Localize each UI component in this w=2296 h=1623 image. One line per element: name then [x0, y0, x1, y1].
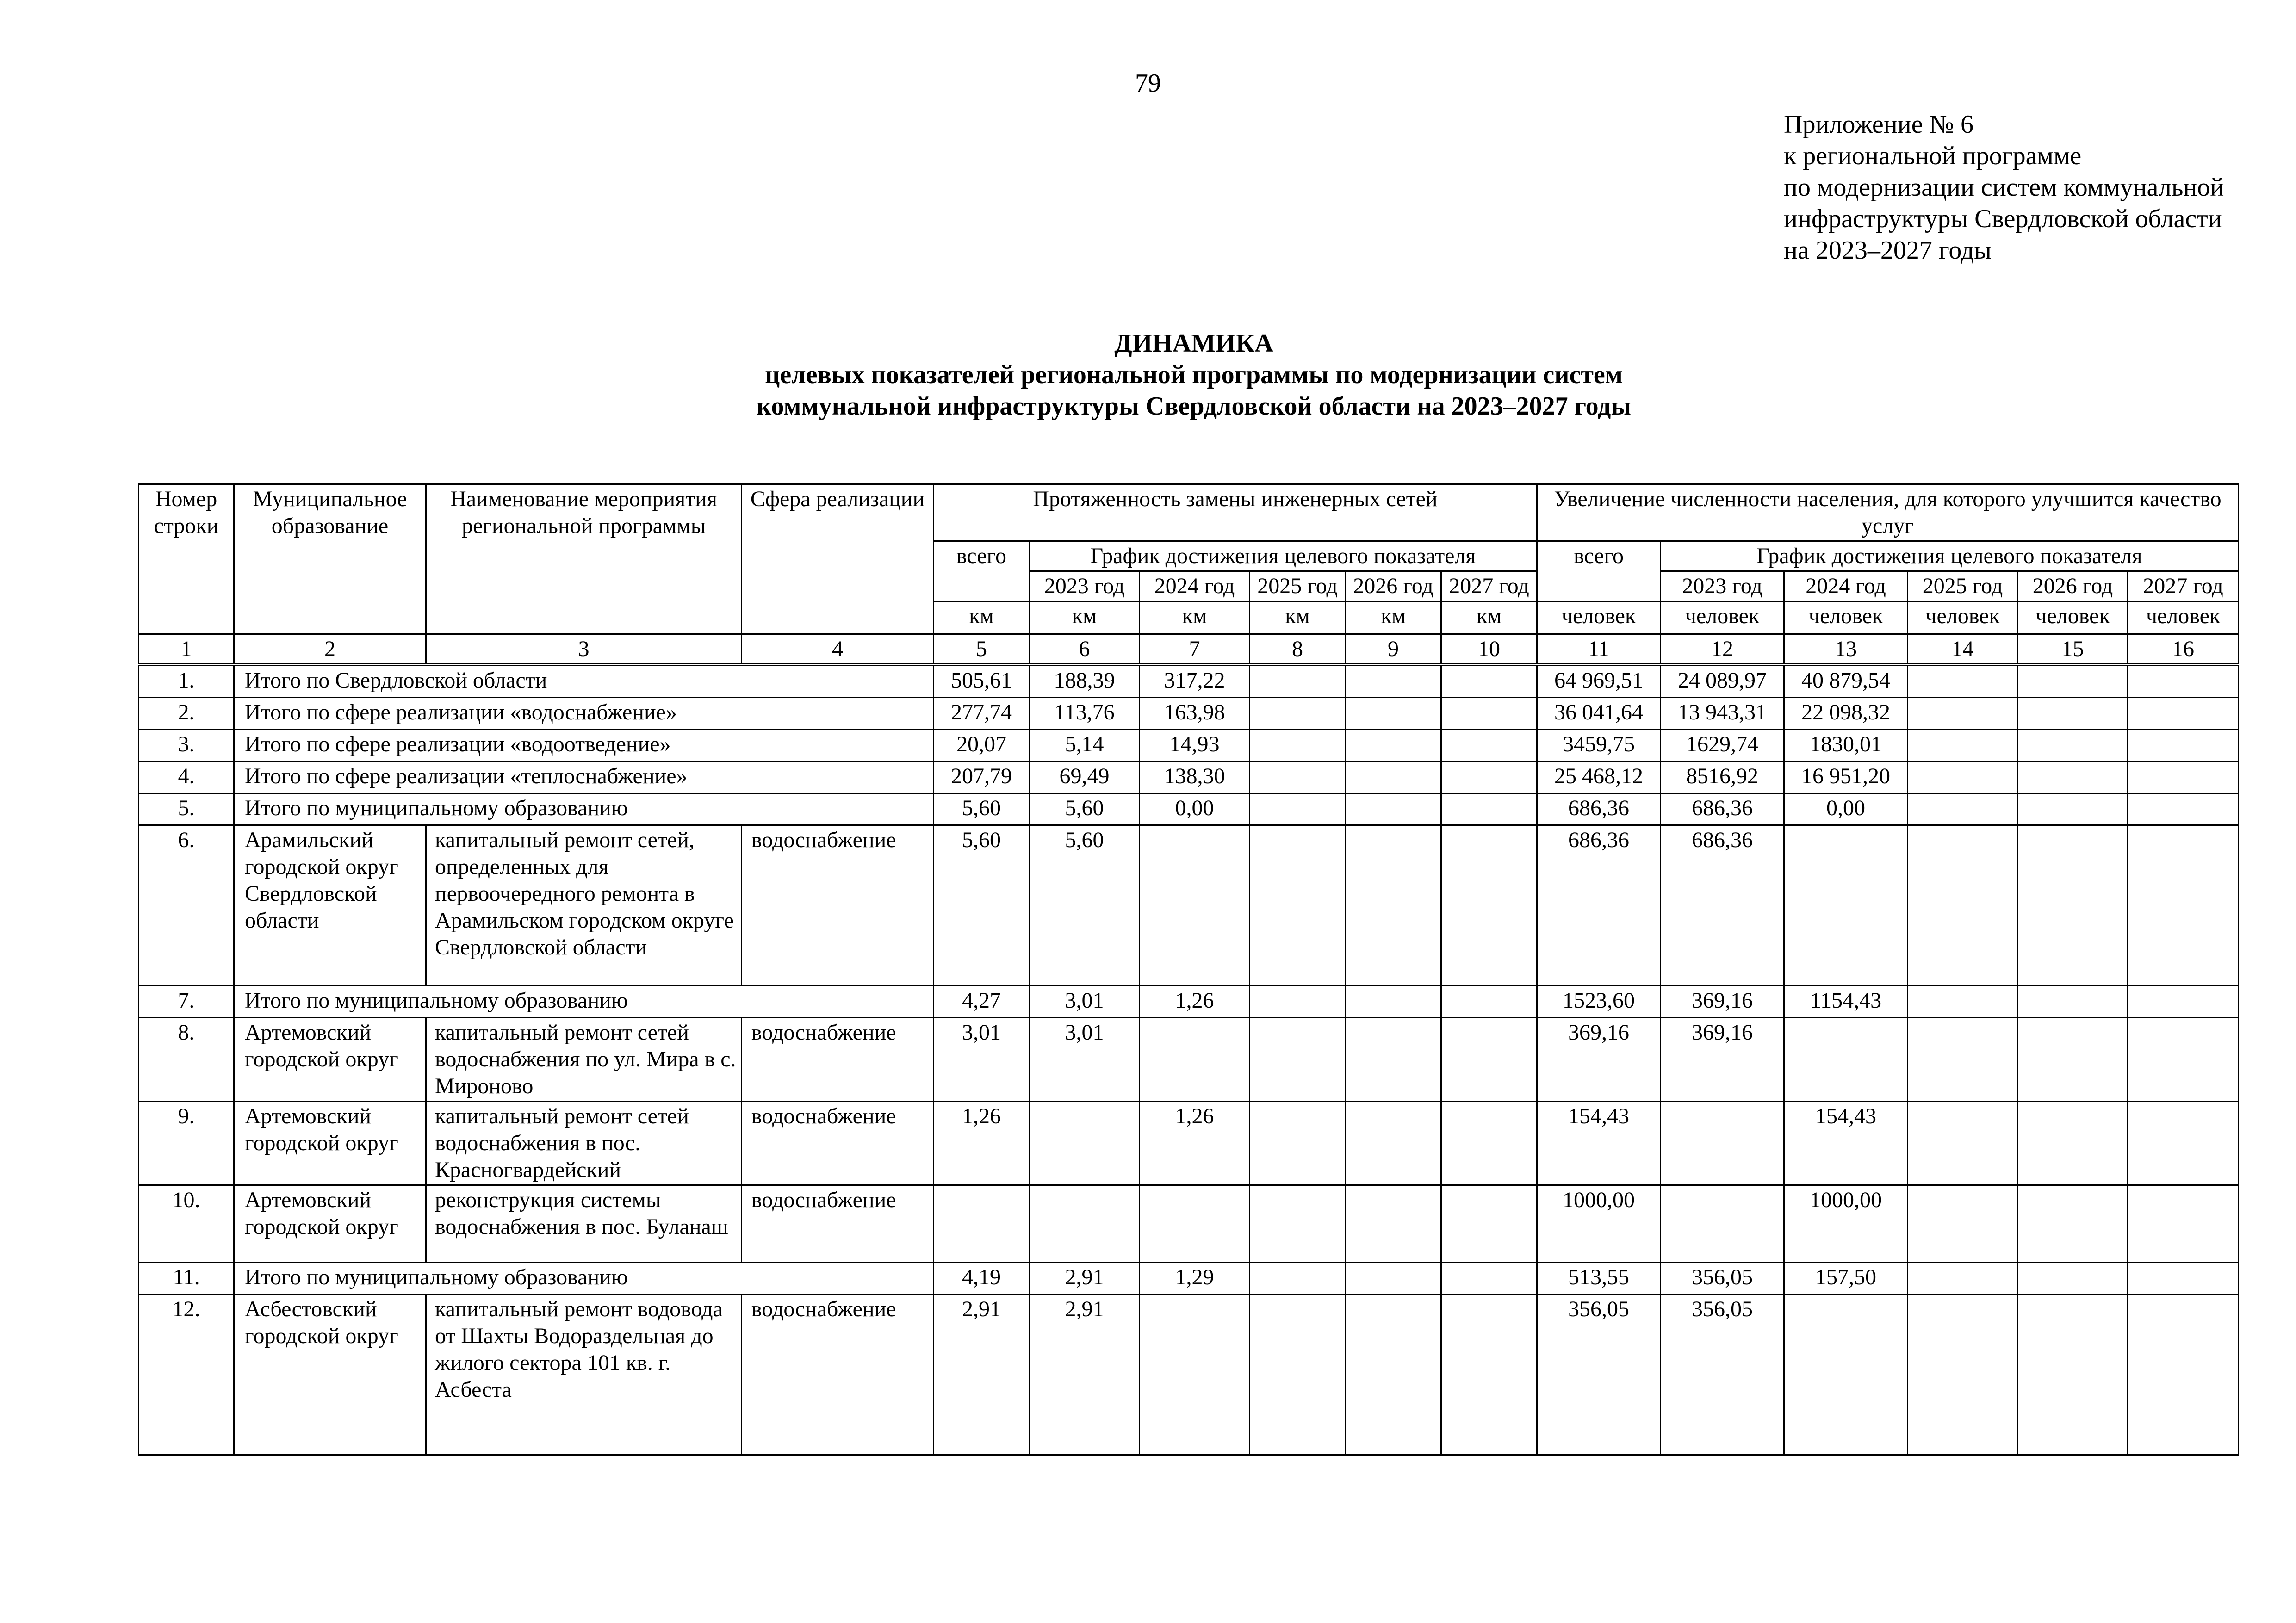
row-number: 1. [139, 665, 234, 698]
sphere-cell: водоснабжение [742, 1185, 934, 1263]
value-cell: 0,00 [1784, 793, 1908, 825]
column-number: 14 [1908, 634, 2018, 665]
value-cell: 69,49 [1030, 762, 1140, 793]
value-cell [1784, 825, 1908, 986]
header-sphere: Сфера реализации [742, 484, 934, 634]
column-number: 5 [934, 634, 1030, 665]
value-cell [1441, 793, 1537, 825]
title-line: целевых показателей региональной программы по модернизации систем [765, 360, 1623, 389]
table-row [139, 1263, 2239, 1295]
value-cell: 686,36 [1661, 825, 1784, 986]
row-number: 2. [139, 698, 234, 730]
value-cell: 64 969,51 [1537, 665, 1661, 698]
header-population-increase: Увеличение численности населения, для которого улучшится качество услуг [1537, 484, 2239, 541]
value-cell [1661, 1185, 1784, 1263]
value-cell: 0,00 [1140, 793, 1250, 825]
appendix-line: к региональной программе [1784, 142, 2082, 170]
value-cell: 22 098,32 [1784, 698, 1908, 730]
value-cell: 25 468,12 [1537, 762, 1661, 793]
value-cell: 1000,00 [1537, 1185, 1661, 1263]
value-cell [1441, 730, 1537, 762]
value-cell [1140, 1295, 1250, 1455]
column-number: 3 [426, 634, 742, 665]
value-cell: 8516,92 [1661, 762, 1784, 793]
value-cell: 5,60 [934, 825, 1030, 986]
value-cell: 513,55 [1537, 1263, 1661, 1295]
value-cell [1908, 730, 2018, 762]
value-cell [1140, 1018, 1250, 1102]
value-cell [2018, 1263, 2128, 1295]
sphere-cell: водоснабжение [742, 1295, 934, 1455]
column-number: 7 [1140, 634, 1250, 665]
header-year: 2023 год [1030, 571, 1140, 601]
value-cell [2128, 1018, 2239, 1102]
value-cell: 277,74 [934, 698, 1030, 730]
value-cell: 138,30 [1140, 762, 1250, 793]
column-number: 11 [1537, 634, 1661, 665]
summary-label: Итого по муниципальному образованию [234, 1263, 934, 1295]
row-number: 3. [139, 730, 234, 762]
value-cell [1908, 1018, 2018, 1102]
value-cell [1441, 1102, 1537, 1185]
value-cell [1250, 825, 1346, 986]
value-cell [2018, 1185, 2128, 1263]
value-cell [1346, 730, 1441, 762]
value-cell [1908, 665, 2018, 698]
page-number: 79 [1135, 69, 1161, 98]
value-cell: 686,36 [1661, 793, 1784, 825]
row-number: 10. [139, 1185, 234, 1263]
summary-label: Итого по муниципальному образованию [234, 793, 934, 825]
column-number: 12 [1661, 634, 1784, 665]
value-cell [1250, 762, 1346, 793]
value-cell [1441, 1018, 1537, 1102]
value-cell [1441, 1263, 1537, 1295]
value-cell: 207,79 [934, 762, 1030, 793]
value-cell [1908, 1263, 2018, 1295]
column-number: 15 [2018, 634, 2128, 665]
value-cell [2128, 665, 2239, 698]
value-cell: 3,01 [1030, 1018, 1140, 1102]
value-cell [1346, 1185, 1441, 1263]
value-cell [1346, 762, 1441, 793]
row-number: 7. [139, 986, 234, 1018]
municipality-cell: Асбестовский городской округ [234, 1295, 426, 1455]
header-year: 2027 год [1441, 571, 1537, 601]
value-cell [1661, 1102, 1784, 1185]
header-unit: человек [1784, 601, 1908, 634]
value-cell [1441, 762, 1537, 793]
value-cell [1441, 825, 1537, 986]
value-cell [1441, 1295, 1537, 1455]
value-cell: 1523,60 [1537, 986, 1661, 1018]
value-cell [1908, 698, 2018, 730]
value-cell [2128, 762, 2239, 793]
indicators-table [138, 483, 2239, 1456]
header-unit: человек [2018, 601, 2128, 634]
value-cell: 369,16 [1537, 1018, 1661, 1102]
value-cell [1908, 986, 2018, 1018]
table-row [139, 1185, 2239, 1263]
value-cell [1250, 698, 1346, 730]
row-number: 8. [139, 1018, 234, 1102]
value-cell: 686,36 [1537, 825, 1661, 986]
value-cell [2128, 793, 2239, 825]
value-cell [1250, 730, 1346, 762]
value-cell [1346, 986, 1441, 1018]
column-number: 9 [1346, 634, 1441, 665]
value-cell: 505,61 [934, 665, 1030, 698]
value-cell [1250, 986, 1346, 1018]
value-cell [1346, 1102, 1441, 1185]
value-cell: 1154,43 [1784, 986, 1908, 1018]
value-cell: 5,60 [1030, 793, 1140, 825]
value-cell: 356,05 [1661, 1263, 1784, 1295]
header-unit: человек [1537, 601, 1661, 634]
header-unit: человек [2128, 601, 2239, 634]
value-cell [1784, 1295, 1908, 1455]
value-cell [2018, 793, 2128, 825]
table-row [139, 1102, 2239, 1185]
value-cell: 13 943,31 [1661, 698, 1784, 730]
value-cell: 2,91 [934, 1295, 1030, 1455]
value-cell [1784, 1018, 1908, 1102]
value-cell: 2,91 [1030, 1295, 1140, 1455]
row-number: 5. [139, 793, 234, 825]
value-cell: 3,01 [1030, 986, 1140, 1018]
header-unit: км [1346, 601, 1441, 634]
municipality-cell: Артемовский городской округ [234, 1185, 426, 1263]
row-number: 11. [139, 1263, 234, 1295]
column-number: 1 [139, 634, 234, 665]
value-cell: 154,43 [1784, 1102, 1908, 1185]
value-cell: 2,91 [1030, 1263, 1140, 1295]
value-cell [1441, 665, 1537, 698]
event-cell: капитальный ремонт сетей водоснабжения по ул. Мира в с. Мироново [426, 1018, 742, 1102]
table-row [139, 1295, 2239, 1455]
value-cell: 5,60 [934, 793, 1030, 825]
header-year: 2025 год [1908, 571, 2018, 601]
header-row [139, 484, 2239, 541]
value-cell: 1,26 [934, 1102, 1030, 1185]
header-year: 2024 год [1784, 571, 1908, 601]
value-cell: 188,39 [1030, 665, 1140, 698]
value-cell [1908, 1185, 2018, 1263]
header-year: 2024 год [1140, 571, 1250, 601]
table-row [139, 698, 2239, 730]
value-cell: 5,14 [1030, 730, 1140, 762]
value-cell [1908, 762, 2018, 793]
header-municipality: Муниципальное образование [234, 484, 426, 634]
value-cell [2018, 1018, 2128, 1102]
value-cell: 20,07 [934, 730, 1030, 762]
value-cell [2018, 825, 2128, 986]
summary-label: Итого по сфере реализации «водоснабжение» [234, 698, 934, 730]
column-number: 6 [1030, 634, 1140, 665]
sphere-cell: водоснабжение [742, 825, 934, 986]
value-cell [2018, 698, 2128, 730]
table-row [139, 793, 2239, 825]
title-line: коммунальной инфраструктуры Свердловской области на 2023–2027 годы [756, 392, 1632, 421]
column-number-row [139, 634, 2239, 665]
value-cell [1441, 986, 1537, 1018]
value-cell: 4,19 [934, 1263, 1030, 1295]
column-number: 10 [1441, 634, 1537, 665]
header-km-schedule: График достижения целевого показателя [1030, 541, 1537, 571]
value-cell [2128, 730, 2239, 762]
column-number: 16 [2128, 634, 2239, 665]
value-cell [2018, 1295, 2128, 1455]
appendix-line: по модернизации систем коммунальной [1784, 173, 2224, 202]
row-number: 12. [139, 1295, 234, 1455]
value-cell [1250, 1018, 1346, 1102]
header-unit: км [1140, 601, 1250, 634]
value-cell [1250, 1185, 1346, 1263]
event-cell: капитальный ремонт водовода от Шахты Водораздельная до жилого сектора 101 кв. г. Асбеста [426, 1295, 742, 1455]
column-number: 8 [1250, 634, 1346, 665]
row-number: 4. [139, 762, 234, 793]
value-cell [2128, 1185, 2239, 1263]
document-title [0, 328, 2296, 422]
row-number: 6. [139, 825, 234, 986]
value-cell [1346, 665, 1441, 698]
value-cell: 1000,00 [1784, 1185, 1908, 1263]
appendix-note [1784, 109, 2224, 266]
value-cell [1030, 1185, 1140, 1263]
value-cell [2018, 762, 2128, 793]
table-row [139, 1018, 2239, 1102]
row-number: 9. [139, 1102, 234, 1185]
header-network-length: Протяженность замены инженерных сетей [934, 484, 1537, 541]
value-cell [1346, 1263, 1441, 1295]
value-cell: 1,26 [1140, 1102, 1250, 1185]
value-cell [1250, 665, 1346, 698]
value-cell: 1,26 [1140, 986, 1250, 1018]
value-cell [2128, 1102, 2239, 1185]
value-cell: 154,43 [1537, 1102, 1661, 1185]
value-cell: 356,05 [1537, 1295, 1661, 1455]
value-cell [1346, 1018, 1441, 1102]
header-event-name: Наименование мероприятия региональной программы [426, 484, 742, 634]
value-cell [1250, 1102, 1346, 1185]
value-cell: 1,29 [1140, 1263, 1250, 1295]
value-cell: 317,22 [1140, 665, 1250, 698]
table-row [139, 665, 2239, 698]
value-cell [1030, 1102, 1140, 1185]
header-year: 2026 год [1346, 571, 1441, 601]
municipality-cell: Арамильский городской округ Свердловской области [234, 825, 426, 986]
header-unit: км [1250, 601, 1346, 634]
header-km-total: всего [934, 541, 1030, 601]
value-cell: 40 879,54 [1784, 665, 1908, 698]
header-year: 2023 год [1661, 571, 1784, 601]
value-cell: 5,60 [1030, 825, 1140, 986]
header-year: 2026 год [2018, 571, 2128, 601]
value-cell [1346, 825, 1441, 986]
column-number: 13 [1784, 634, 1908, 665]
value-cell [1346, 1295, 1441, 1455]
summary-label: Итого по Свердловской области [234, 665, 934, 698]
value-cell: 14,93 [1140, 730, 1250, 762]
header-unit: человек [1661, 601, 1784, 634]
value-cell [1908, 825, 2018, 986]
value-cell [1441, 1185, 1537, 1263]
title-line: ДИНАМИКА [1114, 329, 1273, 358]
table-row [139, 825, 2239, 986]
header-year: 2025 год [1250, 571, 1346, 601]
value-cell: 24 089,97 [1661, 665, 1784, 698]
value-cell [1140, 825, 1250, 986]
header-unit: км [1030, 601, 1140, 634]
value-cell [2128, 986, 2239, 1018]
value-cell [2128, 1263, 2239, 1295]
value-cell: 686,36 [1537, 793, 1661, 825]
value-cell [2018, 730, 2128, 762]
municipality-cell: Артемовский городской округ [234, 1018, 426, 1102]
value-cell: 36 041,64 [1537, 698, 1661, 730]
column-number: 2 [234, 634, 426, 665]
appendix-line: Приложение № 6 [1784, 110, 1973, 139]
value-cell: 356,05 [1661, 1295, 1784, 1455]
value-cell [1346, 698, 1441, 730]
header-people-schedule: График достижения целевого показателя [1661, 541, 2239, 571]
value-cell [1140, 1185, 1250, 1263]
summary-label: Итого по сфере реализации «водоотведение» [234, 730, 934, 762]
header-people-total: всего [1537, 541, 1661, 601]
header-unit: человек [1908, 601, 2018, 634]
value-cell: 4,27 [934, 986, 1030, 1018]
value-cell [2018, 1102, 2128, 1185]
value-cell [1346, 793, 1441, 825]
table-row [139, 762, 2239, 793]
value-cell [2018, 665, 2128, 698]
event-cell: капитальный ремонт сетей, определенных для первоочередного ремонта в Арамильском городском округе Свердловской области [426, 825, 742, 986]
value-cell: 3,01 [934, 1018, 1030, 1102]
header-unit: км [1441, 601, 1537, 634]
column-number: 4 [742, 634, 934, 665]
appendix-line: инфраструктуры Свердловской области [1784, 204, 2222, 233]
value-cell [1908, 793, 2018, 825]
event-cell: реконструкция системы водоснабжения в пос. Буланаш [426, 1185, 742, 1263]
value-cell [1908, 1295, 2018, 1455]
value-cell [2128, 825, 2239, 986]
value-cell [2128, 698, 2239, 730]
value-cell: 369,16 [1661, 1018, 1784, 1102]
value-cell: 1629,74 [1661, 730, 1784, 762]
table-row [139, 730, 2239, 762]
municipality-cell: Артемовский городской округ [234, 1102, 426, 1185]
value-cell [1250, 793, 1346, 825]
value-cell [1908, 1102, 2018, 1185]
value-cell: 113,76 [1030, 698, 1140, 730]
value-cell [1441, 698, 1537, 730]
value-cell: 3459,75 [1537, 730, 1661, 762]
value-cell: 1830,01 [1784, 730, 1908, 762]
value-cell: 16 951,20 [1784, 762, 1908, 793]
value-cell [934, 1185, 1030, 1263]
header-year: 2027 год [2128, 571, 2239, 601]
appendix-line: на 2023–2027 годы [1784, 236, 1992, 265]
sphere-cell: водоснабжение [742, 1018, 934, 1102]
header-row-number: Номер строки [139, 484, 234, 634]
event-cell: капитальный ремонт сетей водоснабжения в пос. Красногвардейский [426, 1102, 742, 1185]
value-cell: 369,16 [1661, 986, 1784, 1018]
sphere-cell: водоснабжение [742, 1102, 934, 1185]
header-unit: км [934, 601, 1030, 634]
table-row [139, 986, 2239, 1018]
summary-label: Итого по муниципальному образованию [234, 986, 934, 1018]
value-cell: 163,98 [1140, 698, 1250, 730]
value-cell [1250, 1295, 1346, 1455]
value-cell [2018, 986, 2128, 1018]
table-body [139, 634, 2239, 1455]
value-cell [1250, 1263, 1346, 1295]
summary-label: Итого по сфере реализации «теплоснабжение» [234, 762, 934, 793]
value-cell: 157,50 [1784, 1263, 1908, 1295]
value-cell [2128, 1295, 2239, 1455]
